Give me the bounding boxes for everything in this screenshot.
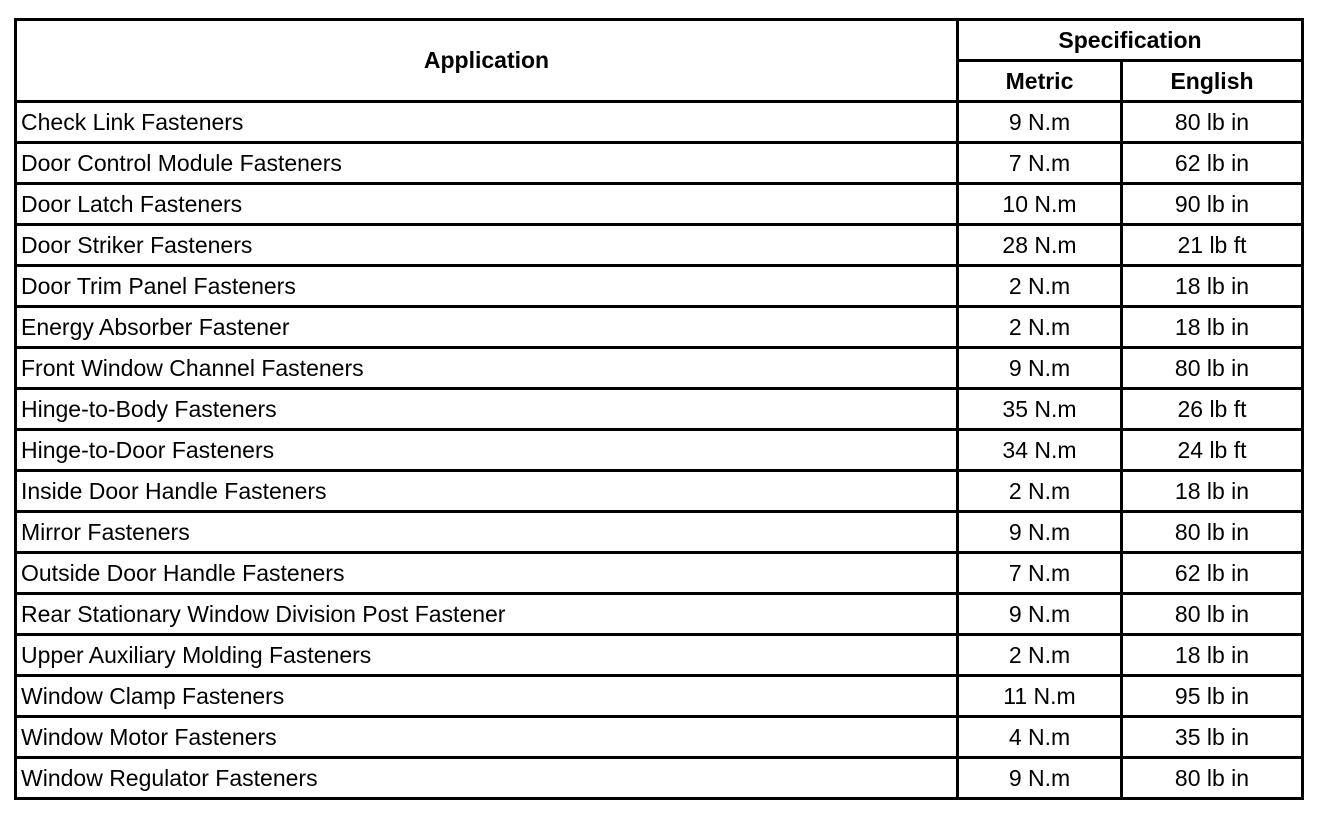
application-cell: Mirror Fasteners [16,512,958,553]
application-cell: Energy Absorber Fastener [16,307,958,348]
application-cell: Door Trim Panel Fasteners [16,266,958,307]
specification-header: Specification [958,20,1303,61]
metric-cell: 4 N.m [958,717,1122,758]
metric-cell: 35 N.m [958,389,1122,430]
application-cell: Door Latch Fasteners [16,184,958,225]
header-row-top [16,20,1303,61]
table-row [16,758,1303,799]
metric-cell: 9 N.m [958,348,1122,389]
table-row [16,102,1303,143]
english-cell: 18 lb in [1122,266,1303,307]
english-cell: 62 lb in [1122,143,1303,184]
application-cell: Window Motor Fasteners [16,717,958,758]
table-row [16,594,1303,635]
metric-cell: 9 N.m [958,102,1122,143]
application-cell: Door Striker Fasteners [16,225,958,266]
table-row [16,266,1303,307]
application-cell: Hinge-to-Door Fasteners [16,430,958,471]
metric-cell: 9 N.m [958,594,1122,635]
application-cell: Window Regulator Fasteners [16,758,958,799]
application-cell: Hinge-to-Body Fasteners [16,389,958,430]
english-cell: 62 lb in [1122,553,1303,594]
table-row [16,225,1303,266]
metric-cell: 9 N.m [958,512,1122,553]
application-cell: Inside Door Handle Fasteners [16,471,958,512]
metric-cell: 11 N.m [958,676,1122,717]
english-cell: 26 lb ft [1122,389,1303,430]
metric-cell: 10 N.m [958,184,1122,225]
english-cell: 35 lb in [1122,717,1303,758]
table-row [16,143,1303,184]
metric-cell: 9 N.m [958,758,1122,799]
application-cell: Outside Door Handle Fasteners [16,553,958,594]
table-row [16,553,1303,594]
table-row [16,512,1303,553]
table-header [16,20,1303,102]
table-row [16,307,1303,348]
table-row [16,389,1303,430]
english-cell: 80 lb in [1122,758,1303,799]
english-cell: 18 lb in [1122,307,1303,348]
table-row [16,676,1303,717]
application-cell: Rear Stationary Window Division Post Fastener [16,594,958,635]
table-row [16,430,1303,471]
metric-cell: 7 N.m [958,553,1122,594]
metric-header: Metric [958,61,1122,102]
table-row [16,717,1303,758]
english-cell: 95 lb in [1122,676,1303,717]
metric-cell: 2 N.m [958,471,1122,512]
english-cell: 90 lb in [1122,184,1303,225]
application-cell: Window Clamp Fasteners [16,676,958,717]
application-header: Application [16,20,958,102]
metric-cell: 28 N.m [958,225,1122,266]
english-cell: 21 lb ft [1122,225,1303,266]
metric-cell: 2 N.m [958,266,1122,307]
english-cell: 80 lb in [1122,102,1303,143]
application-cell: Check Link Fasteners [16,102,958,143]
table-row [16,348,1303,389]
english-header: English [1122,61,1303,102]
english-cell: 80 lb in [1122,348,1303,389]
metric-cell: 2 N.m [958,635,1122,676]
table-row [16,184,1303,225]
table-row [16,635,1303,676]
metric-cell: 2 N.m [958,307,1122,348]
english-cell: 18 lb in [1122,635,1303,676]
application-cell: Front Window Channel Fasteners [16,348,958,389]
english-cell: 80 lb in [1122,594,1303,635]
table-row [16,471,1303,512]
metric-cell: 34 N.m [958,430,1122,471]
application-cell: Upper Auxiliary Molding Fasteners [16,635,958,676]
metric-cell: 7 N.m [958,143,1122,184]
application-cell: Door Control Module Fasteners [16,143,958,184]
fastener-spec-table [14,18,1304,800]
english-cell: 18 lb in [1122,471,1303,512]
english-cell: 80 lb in [1122,512,1303,553]
table-body [16,102,1303,799]
english-cell: 24 lb ft [1122,430,1303,471]
